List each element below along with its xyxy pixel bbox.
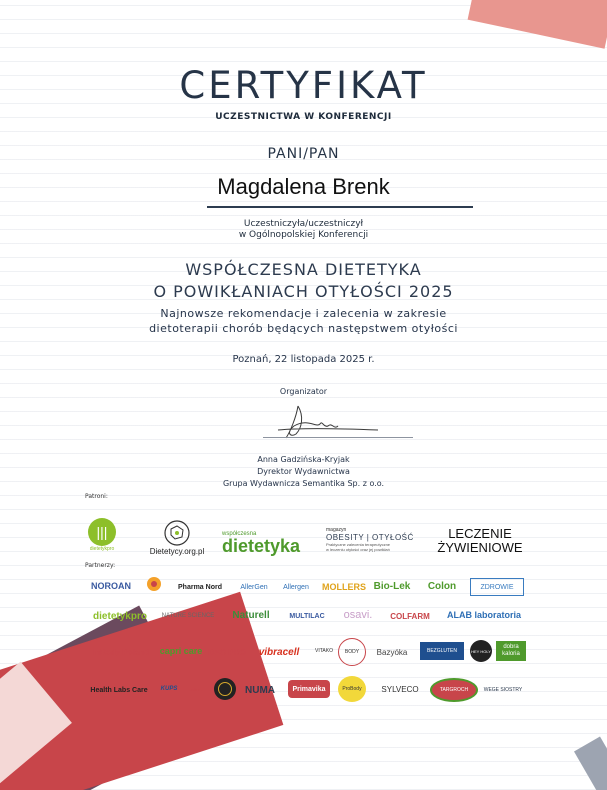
partner-logo: MULTILAC — [289, 612, 325, 620]
partner-logo: NATURE SCIENCE — [161, 613, 215, 619]
organizer-role: Dyrektor Wydawnictwa — [257, 467, 350, 476]
partner-logo: vibracell — [258, 646, 300, 658]
partner-logo: Pharma Nord — [178, 583, 222, 591]
partner-logo: Bazyóka — [376, 647, 408, 657]
conference-description-line-1: Najnowsze rekomendacje i zalecenia w zakresie — [160, 307, 447, 320]
partner-logo: VITAKO — [315, 648, 333, 654]
partner-logo: AllerGen — [240, 583, 268, 591]
partner-logo: InBody Poland — [93, 647, 149, 657]
participation-line-1: Uczestniczyła/uczestniczył — [243, 219, 364, 229]
partners-label: Partnerzy: — [85, 562, 116, 569]
partner-logo: Colon — [427, 580, 457, 592]
partner-logo: HEY HOLY — [470, 640, 492, 662]
partner-logo: COLFARM — [390, 611, 430, 621]
logo-leczenie-zywieniowe: LECZENIE ŻYWIENIOWE — [437, 526, 523, 555]
organizer-label: Organizator — [279, 387, 328, 396]
partner-logo: BODY — [338, 638, 366, 666]
logo-dietetykpro: ||| dietetykpro — [84, 512, 120, 558]
salutation: PANI/PAN — [267, 146, 340, 162]
partner-logo: ZDROWIE — [470, 578, 524, 596]
logo-obesity: magazyn OBESITY | OTYŁOŚĆ Praktyczne zalecenia terapeutyczne w leczeniu otyłości oraz jej powikłań — [326, 526, 414, 552]
partner-logo: WEGE SIOSTRY — [483, 687, 523, 693]
name-underline — [207, 206, 473, 208]
conference-description-line-2: dietoterapii chorób będących następstwem otyłości — [149, 322, 458, 335]
corner-decoration-top-right — [468, 0, 607, 49]
partner-logo: Primavika — [288, 680, 330, 698]
seal-icon — [218, 682, 232, 696]
partner-logo: MOLLERS — [322, 582, 366, 592]
partner-logo: Naturell — [232, 609, 270, 621]
partner-logo: DAO PRO — [208, 647, 246, 657]
partner-logo: capri care — [159, 646, 203, 656]
partner-logo: ALAB laboratoria — [446, 610, 521, 620]
partner-logo: Allergen — [283, 583, 309, 591]
conference-title-line-1: WSPÓŁCZESNA DIETETYKA — [185, 260, 422, 279]
partner-logo: KUPS — [160, 686, 178, 692]
partner-logo: dobra kaloria — [496, 641, 526, 661]
partner-logo: Bio-Lek — [373, 580, 411, 592]
conference-description — [0, 306, 607, 336]
organizer-name: Anna Gadzińska-Kryjak — [257, 455, 350, 464]
certificate-title: CERTYFIKAT — [179, 64, 428, 107]
partner-logo: dietetykpro — [93, 610, 147, 622]
poland-map-icon — [163, 519, 191, 547]
certificate-subtitle: UCZESTNICTWA W KONFERENCJI — [215, 112, 392, 122]
organizer-company: Grupa Wydawnicza Semantika Sp. z o.o. — [222, 479, 385, 488]
partner-logo: NOROAN — [91, 581, 131, 591]
partner-logo: ProBody — [338, 676, 366, 702]
partner-logo: TARGROCH — [430, 678, 478, 702]
dietetykpro-icon: ||| — [88, 518, 116, 546]
logo-wspolczesna-dietetyka: współczesna dietetyka — [222, 531, 301, 556]
emblem-icon — [145, 575, 163, 593]
date-place: Poznań, 22 listopada 2025 r. — [232, 354, 375, 365]
patrons-label: Patroni: — [85, 493, 108, 500]
corner-decoration-bottom-right — [574, 737, 607, 790]
conference-title-line-2: O POWIKŁANIACH OTYŁOŚCI 2025 — [153, 282, 454, 301]
partner-logo: SYLVECO — [381, 684, 419, 694]
partner-logo: osavi. — [343, 609, 373, 621]
partner-logo-emblem — [144, 574, 164, 594]
partner-logo: BEZGLUTEN — [420, 642, 464, 660]
participant-name: Magdalena Brenk — [217, 174, 390, 199]
participation-statement — [0, 219, 607, 241]
signature-image — [268, 398, 388, 448]
conference-title — [0, 259, 607, 303]
partner-logo: ABELZ — [190, 686, 204, 692]
partner-logo: NUMA — [245, 684, 275, 696]
participation-line-2: w Ogólnopolskiej Konferencji — [238, 230, 369, 240]
partner-logo-seal — [214, 678, 236, 700]
partner-logo: Health Labs Care — [90, 686, 148, 694]
signature-line — [263, 437, 413, 438]
logo-dietetycy: Dietetycy.org.pl — [142, 515, 212, 559]
organizer-block — [0, 454, 607, 490]
